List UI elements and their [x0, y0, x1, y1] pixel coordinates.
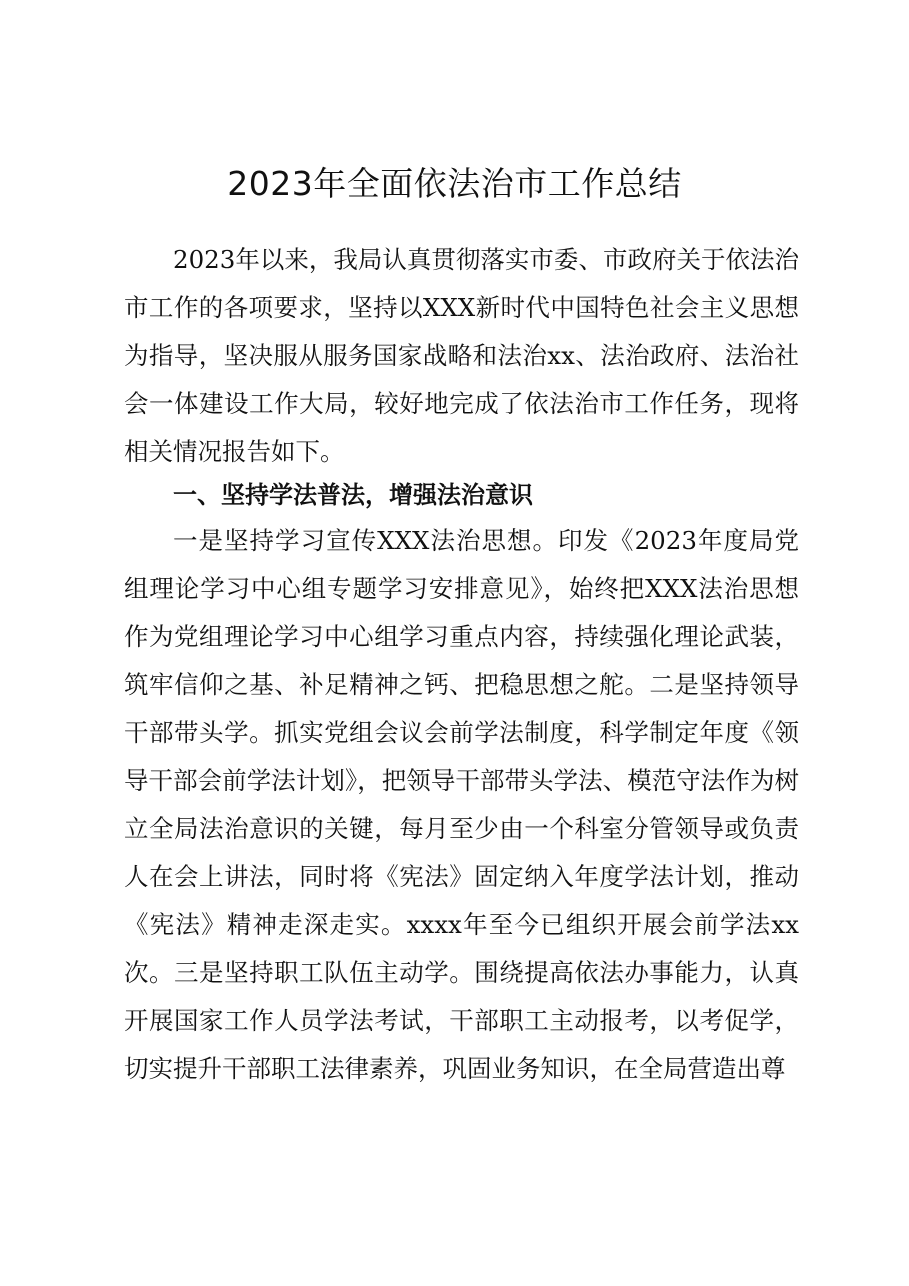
- document-title: 2023年全面依法治市工作总结: [227, 164, 682, 203]
- section-paragraph: 一是坚持学习宣传XXX法治思想。印发《2023年度局党组理论学习中心组专题学习安排意见》，始终把XXX法治思想作为党组理论学习中心组学习重点内容，持续强化理论武装，筑牢信仰之基、补足精神之钙、把稳思想之舵。二是坚持领导干部带头学。抓实党组会议会前学法制度，科学制定年度《领导干部会前学法计划》，把领导干部带头学法、模范守法作为树立全局法治意识的关键，每月至少由一个科室分管领导或负责人在会上讲法，同时将《宪法》固定纳入年度学法计划，推动《宪法》精神走深走实。xxxx年至今已组织开展会前学法xx次。三是坚持职工队伍主动学。围绕提高依法办事能力，认真开展国家工作人员学法考试，干部职工主动报考，以考促学，切实提升干部职工法律素养，巩固业务知识，在全局营造出尊: [124, 526, 799, 1083]
- intro-paragraph: 2023年以来，我局认真贯彻落实市委、市政府关于依法治市工作的各项要求，坚持以XXX新时代中国特色社会主义思想为指导，坚决服从服务国家战略和法治xx、法治政府、法治社会一体建设工作大局，较好地完成了依法治市工作任务，现将相关情况报告如下。: [124, 245, 799, 466]
- section-heading: 一、坚持学法普法，增强法治意识: [173, 481, 533, 509]
